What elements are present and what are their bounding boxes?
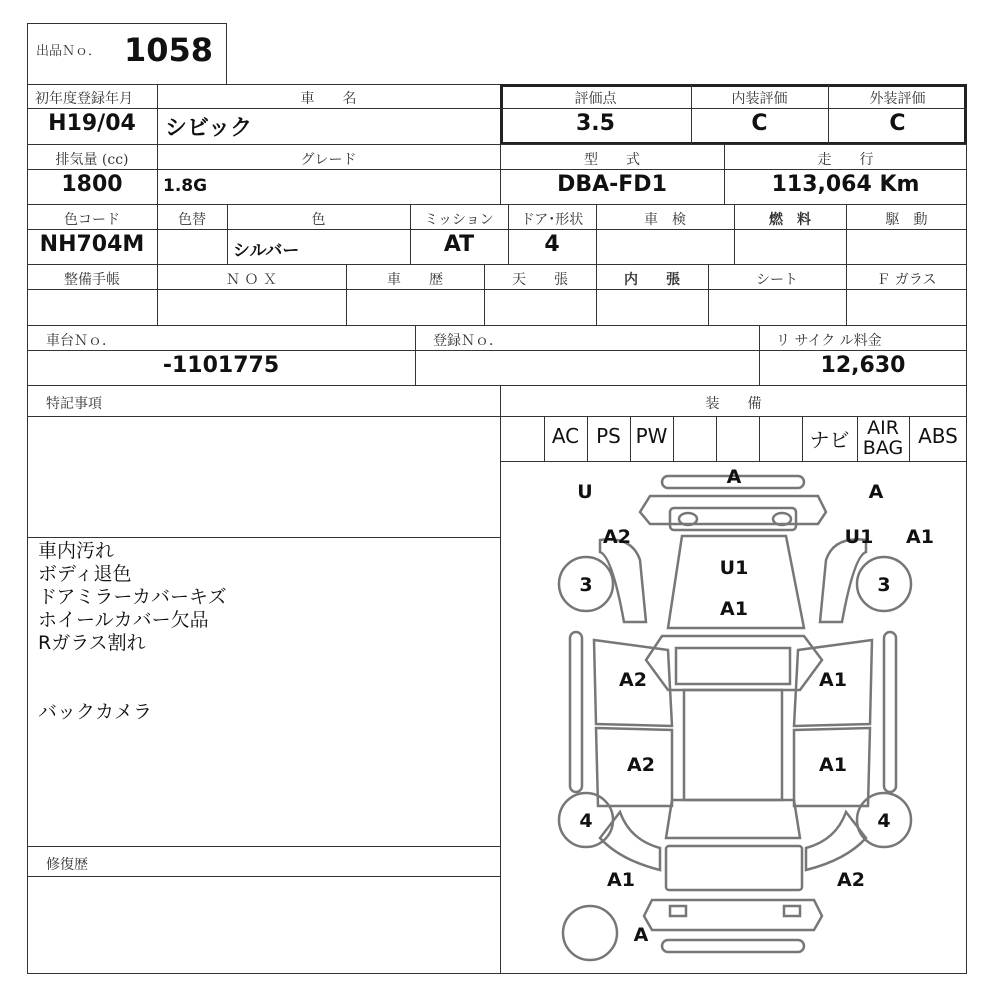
color-value: シルバー xyxy=(233,241,300,261)
seat-label: シート xyxy=(756,272,798,288)
maintenance-label: 整備手帳 xyxy=(64,272,120,288)
exterior-score-label: 外装評価 xyxy=(869,91,926,107)
spare-tire-shape xyxy=(563,906,617,960)
damage-front-door-left: A2 xyxy=(619,669,647,691)
fuel-label: 燃 料 xyxy=(769,212,811,228)
drive-label: 駆 動 xyxy=(885,212,928,228)
damage-front-tire-right: 3 xyxy=(877,574,891,596)
lot-number: 1058 xyxy=(124,31,214,69)
note-line: Rガラス割れ xyxy=(38,632,146,654)
rule xyxy=(27,846,501,847)
rule xyxy=(27,876,501,877)
rule xyxy=(27,264,967,265)
damage-rear-tire-right: 4 xyxy=(877,810,891,832)
rear-window-shape xyxy=(666,800,800,838)
color-change-label: 色替 xyxy=(178,212,206,228)
interior-score-value: C xyxy=(751,111,768,136)
recycle-fee-label: リ サイク ル料金 xyxy=(776,333,882,349)
equipment-item: AC xyxy=(551,424,580,448)
special-notes-label: 特記事項 xyxy=(46,396,102,412)
grille-shape xyxy=(670,508,796,530)
note-line: バックカメラ xyxy=(38,701,153,723)
inspection-label: 車 検 xyxy=(644,212,686,228)
rule xyxy=(27,144,967,145)
front-fender-right-shape xyxy=(820,539,866,622)
rule xyxy=(27,229,967,230)
equipment-item: PW xyxy=(635,424,668,448)
mission-value: AT xyxy=(443,232,475,257)
damage-front-bumper-left: U xyxy=(577,481,593,503)
rule xyxy=(27,537,501,538)
lot-number-label: 出品Ｎｏ． xyxy=(36,44,102,59)
front-fender-left-shape xyxy=(600,539,646,622)
note-line: ボディ退色 xyxy=(38,563,132,585)
color-label: 色 xyxy=(311,212,326,228)
rule xyxy=(27,325,967,326)
model-label: 型 式 xyxy=(584,152,640,168)
damage-rear-door-left: A2 xyxy=(627,754,655,776)
windshield-glass xyxy=(676,648,790,684)
damage-front-bumper-right: A xyxy=(868,481,884,503)
equipment-item: ナビ xyxy=(809,428,850,452)
fglass-label: Ｆ ガラス xyxy=(876,272,937,288)
score-value: 3.5 xyxy=(576,111,615,136)
interior-label: 内 張 xyxy=(624,272,680,288)
door-shape-value: 4 xyxy=(544,232,560,257)
damage-front-fender-left: A2 xyxy=(603,526,631,548)
front-bumper-body xyxy=(640,496,826,524)
rule xyxy=(673,416,674,461)
reg-no-label: 登録Ｎｏ． xyxy=(433,333,503,349)
rocker-right-shape xyxy=(884,632,896,792)
rule xyxy=(27,350,967,351)
car-diagram xyxy=(500,461,966,973)
equipment-item: ABS xyxy=(918,424,958,448)
grade-label: グレード xyxy=(300,152,357,168)
score-label: 評価点 xyxy=(574,91,617,107)
rule xyxy=(27,204,967,205)
note-line: 車内汚れ xyxy=(38,540,115,562)
rear-bumper-shape xyxy=(662,940,804,952)
taillight-right-shape xyxy=(784,906,800,916)
note-line: ホイールカバー欠品 xyxy=(38,609,209,631)
damage-front-door-right: A1 xyxy=(819,669,847,691)
repair-history-label: 修復歴 xyxy=(46,857,88,873)
displacement-value: 1800 xyxy=(61,172,123,197)
rule xyxy=(27,289,967,290)
equipment-item: AIR BAG xyxy=(862,417,904,459)
rear-quarter-left-shape xyxy=(600,812,660,870)
equipment-label: 装 備 xyxy=(705,396,762,412)
damage-front-fender-right-a: U1 xyxy=(844,526,874,548)
color-code-value: NH704M xyxy=(39,232,145,257)
recycle-fee-value: 12,630 xyxy=(820,353,906,378)
door-shape-label: ドア･形状 xyxy=(520,212,584,228)
car-name-value: シビック xyxy=(165,116,253,141)
taillight-left-shape xyxy=(670,906,686,916)
equipment-item: PS xyxy=(596,424,621,448)
chassis-no-value: -1101775 xyxy=(162,353,280,378)
roof-label: 天 張 xyxy=(512,272,568,288)
damage-hood-b: A1 xyxy=(720,598,748,620)
exterior-score-value: C xyxy=(889,111,906,136)
damage-front-bumper-center: A xyxy=(726,466,742,488)
damage-hood-a: U1 xyxy=(719,557,749,579)
rule xyxy=(415,325,416,385)
mission-label: ミッション xyxy=(424,212,494,228)
rule xyxy=(27,385,967,386)
damage-rear-bumper: A xyxy=(633,924,649,946)
model-value: DBA-FD1 xyxy=(557,172,667,197)
interior-score-label: 内装評価 xyxy=(731,91,788,107)
rule xyxy=(716,416,717,461)
damage-rear-door-right: A1 xyxy=(819,754,847,776)
color-code-label: 色コード xyxy=(64,212,120,228)
displacement-label: 排気量 (cc) xyxy=(55,152,129,168)
damage-rear-tire-left: 4 xyxy=(579,810,593,832)
trunk-shape xyxy=(666,846,802,890)
note-line: ドアミラーカバーキズ xyxy=(38,586,227,608)
car-name-label: 車 名 xyxy=(300,91,357,107)
rocker-left-shape xyxy=(570,632,582,792)
mileage-value: 113,064 Km xyxy=(771,172,920,197)
rule xyxy=(27,108,967,109)
history-label: 車 歴 xyxy=(387,272,443,288)
damage-rear-quarter-left: A1 xyxy=(607,869,635,891)
grade-value: 1.8G xyxy=(163,176,208,196)
rule xyxy=(27,416,967,417)
damage-front-fender-right-b: A1 xyxy=(906,526,934,548)
first-reg-value: H19/04 xyxy=(48,111,136,136)
chassis-no-label: 車台Ｎｏ． xyxy=(46,333,116,349)
roof-shape xyxy=(684,690,782,800)
mileage-label: 走 行 xyxy=(817,152,874,168)
first-reg-label: 初年度登録年月 xyxy=(35,91,133,107)
damage-front-tire-left: 3 xyxy=(579,574,593,596)
rule xyxy=(27,169,967,170)
rule xyxy=(759,416,760,461)
damage-rear-quarter-right: A2 xyxy=(837,869,865,891)
nox-label: Ｎ Ｏ Ｘ xyxy=(226,272,277,288)
